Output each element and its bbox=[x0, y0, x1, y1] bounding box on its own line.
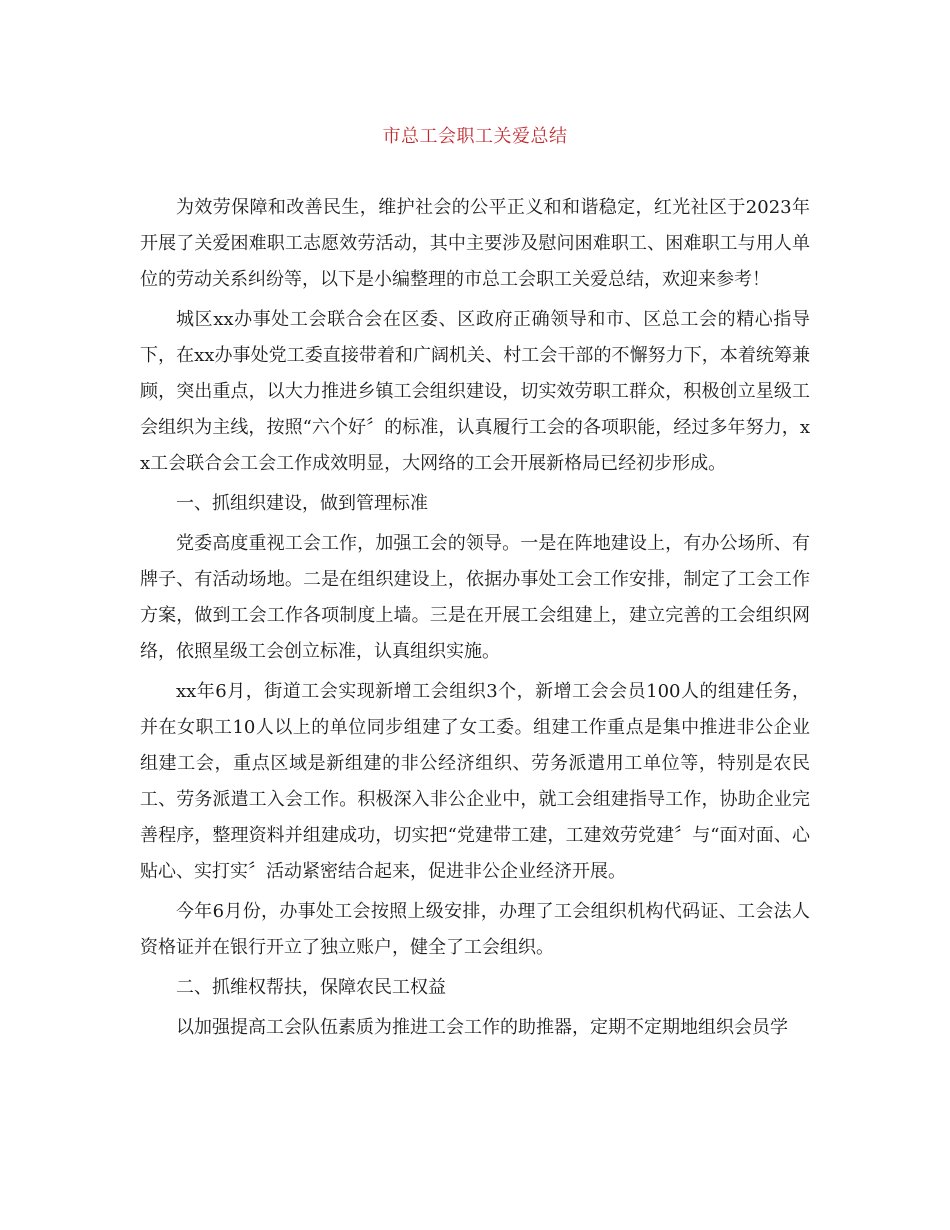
paragraph-overview: 城区xx办事处工会联合会在区委、区政府正确领导和市、区总工会的精心指导下，在xx办事处党工委直接带着和广阔机关、村工会干部的不懈努力下，本着统筹兼顾，突出重点，以大力推进乡镇工会组织建设，切实效劳职工群众，积极创立星级工会组织为主线，按照“六个好〞的标准，认真履行工会的各项职能，经过多年努力，xx工会联合会工会工作成效明显，大网络的工会开展新格局已经初步形成。 bbox=[140, 309, 810, 474]
paragraph-intro: 为效劳保障和改善民生，维护社会的公平正义和和谐稳定，红光社区于2023年开展了关爱困难职工志愿效劳活动，其中主要涉及慰问困难职工、困难职工与用人单位的劳动关系纠纷等，以下是小编整理的市总工会职工关爱总结，欢迎来参考！ bbox=[140, 197, 810, 290]
document-title: 市总工会职工关爱总结 bbox=[382, 126, 568, 147]
paragraph-registration: 今年6月份，办事处工会按照上级安排，办理了工会组织机构代码证、工会法人资格证并在银行开立了独立账户，健全了工会组织。 bbox=[140, 901, 810, 958]
paragraph-organization: 党委高度重视工会工作，加强工会的领导。一是在阵地建设上，有办公场所、有牌子、有活动场地。二是在组织建设上，依据办事处工会工作安排，制定了工会工作方案，做到工会工作各项制度上墙。三是在开展工会组建上，建立完善的工会组织网络，依照星级工会创立标准，认真组织实施。 bbox=[140, 533, 810, 662]
paragraph-training: 以加强提高工会队伍素质为推进工会工作的助推器，定期不定期地组织会员学 bbox=[176, 1017, 788, 1038]
section-heading-2: 二、抓维权帮扶，保障农民工权益 bbox=[176, 977, 446, 998]
document-body bbox=[140, 190, 810, 1046]
section-heading-1: 一、抓组织建设，做到管理标准 bbox=[176, 493, 428, 514]
paragraph-union-building: xx年6月，街道工会实现新增工会组织3个，新增工会会员100人的组建任务，并在女职工10人以上的单位同步组建了女工委。组建工作重点是集中推进非公企业组建工会，重点区域是新组建的非公经济组织、劳务派遣用工单位等，特别是农民工、劳务派遣工入会工作。积极深入非公企业中，就工会组建指导工作，协助企业完善程序，整理资料并组建成功，切实把“党建带工建，工建效劳党建〞与“面对面、心贴心、实打实〞活动紧密结合起来，促进非公企业经济开展。 bbox=[140, 681, 810, 882]
